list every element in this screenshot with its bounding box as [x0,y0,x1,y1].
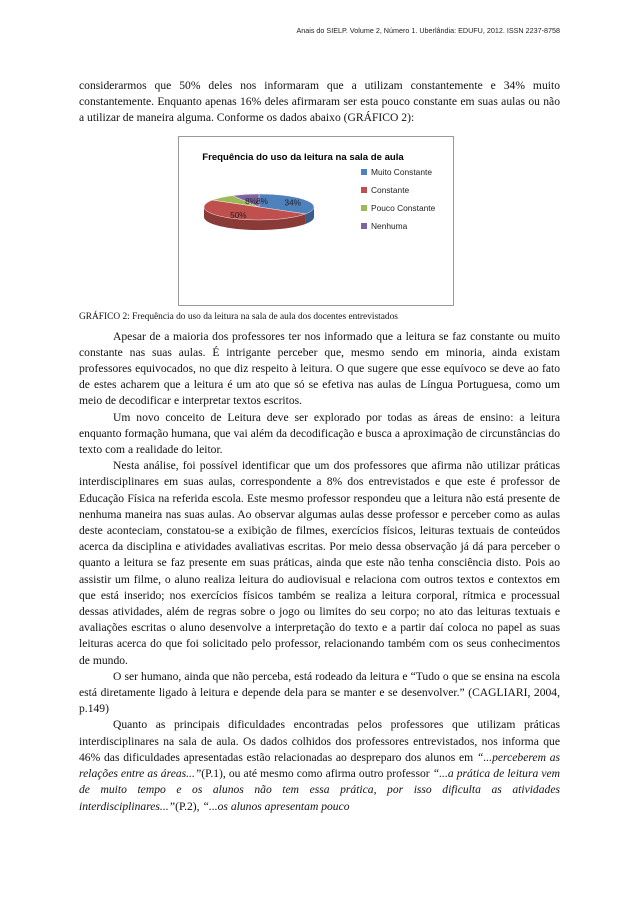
data-label: 50% [230,210,247,220]
legend-label: Muito Constante [371,166,432,177]
paragraph [79,717,560,814]
legend-swatch [361,169,367,175]
legend-swatch [361,223,367,229]
paragraph: Nesta análise, foi possível identificar que um dos professores que afirma não utilizar práticas interdisciplinares em suas aulas, correspondente a 8% dos entrevistados e que este é professor de Educação Física na referida escola. Este mesmo professor respondeu que a leitura não está presente de nenhuma maneira nas suas aulas. Ao observar algumas aulas desse professor e perceber como as aulas deste aconteciam, constatou-se a exibição de filmes, exercícios físicos, leituras textuais de conteúdos acerca da disciplina e atividades avaliativas escritas. Por meio dessa observação já dá para perceber o quanto a leitura se faz presente em suas práticas, ainda que este não tenha consciência disto. Pois ao assistir um filme, o aluno realiza leitura do audiovisual e relaciona com outros textos e contextos em que está inserido; nos exercícios físicos também se realiza a leitura corporal, rítmica e processual dessas atividades, além de regras sobre o jogo ou limites do seu corpo; no ato das leituras textuais e avaliações escritas o aluno desenvolve a interpretação do texto e a partir daí coloca no papel as suas leituras acerca do que foi solicitado pelo professor, relacionando também com os seus conhecimentos de mundo. [79,459,560,667]
quote: “...os alunos apresentam pouco [202,799,350,813]
text-run: (P.2), [175,799,203,813]
paragraph: Apesar de a maioria dos professores ter nos informado que a leitura se faz constante ou muito constante nas suas aulas. É intrigante perceber que, mesmo sendo em minoria, ainda existam professores equivocados, no que diz respeito à leitura. O que sugere que esse equívoco se deve ao fato de estes acharem que a leitura é um ato que só se efetiva nas aulas de Língua Portuguesa, como um meio de decodificar e interpretar textos escritos. [79,329,560,408]
legend-label: Pouco Constante [371,202,436,213]
legend-swatch [361,187,367,193]
paragraph: Um novo conceito de Leitura deve ser explorado por todas as áreas de ensino: a leitura enquanto formação humana, que vai além da decodificação e busca a aproximação de circunstâncias do texto com a realidade do leitor. [79,410,560,457]
paragraph: considerarmos que 50% deles nos informaram que a utilizam constantemente e 34% muito constantemente. Enquanto apenas 16% deles afirmaram ser esta pouco constante em suas aulas ou não a utilizar de maneira alguma. Conforme os dados abaixo (GRÁFICO 2): [79,79,560,125]
running-header: Anais do SIELP. Volume 2, Número 1. Uberlândia: EDUFU, 2012. ISSN 2237-8758 [296,26,560,35]
text-run: (P.1), ou até mesmo como afirma outro professor [201,767,433,781]
quote: “...perceberem as relações entre as áreas...” [79,750,560,781]
chart-title: Frequência do uso da leitura na sala de aula [202,151,404,163]
legend-label: Constante [371,184,410,195]
legend-label: Nenhuma [371,220,408,231]
legend-swatch [361,205,367,211]
page-content [79,78,560,815]
paragraph: O ser humano, ainda que não perceba, está rodeado da leitura e “Tudo o que se ensina na escola está diretamente ligado à leitura e depende dela para se manter e se desenvolver.” (CAGLIARI, 2004, p.149) [79,669,560,716]
data-label: 34% [284,197,301,207]
text-run: Quanto as principais dificuldades encontradas pelos professores que utilizam práticas interdisciplinares na sala de aula. Os dados colhidos dos professores entrevistados, nos informa que 46% das dificuldades apresentadas estão relacionadas ao despreparo dos alunos em [79,718,560,764]
data-label: 8% [256,196,268,206]
figure-caption: GRÁFICO 2: Frequência do uso da leitura na sala de aula dos docentes entrevistados [79,311,398,322]
data-label: 8% [245,196,257,206]
quote: “...a prática de leitura vem de muito tempo e os alunos não tem essa prática, por isso dificulta as atividades interdisciplinares...” [79,767,561,813]
pie-chart [178,136,454,306]
pie-chart-svg [179,137,455,307]
